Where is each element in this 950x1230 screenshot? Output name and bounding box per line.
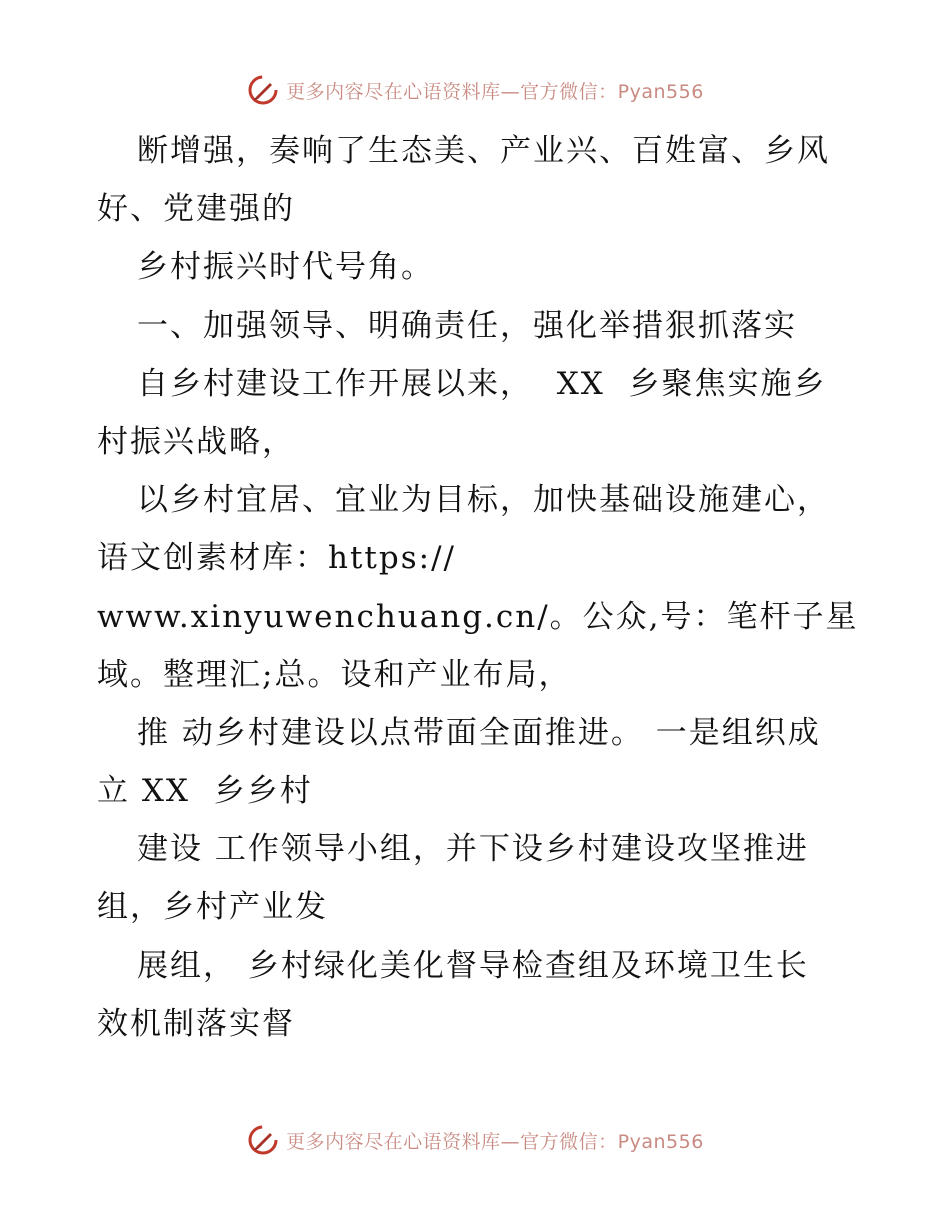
watermark-text: 更多内容尽在心语资料库—官方微信：Pyan556: [286, 1130, 704, 1153]
text-line: 乡村振兴时代号角。: [137, 249, 434, 286]
text-line: 好、党建强的: [97, 191, 295, 228]
watermark-text: 更多内容尽在心语资料库—官方微信：Pyan556: [286, 80, 704, 103]
footer-watermark: [0, 1120, 950, 1160]
text-line: 立 XX 乡乡村: [97, 773, 313, 810]
text-line: 展组， 乡村绿化美化督导检查组及环境卫生长: [137, 947, 809, 984]
text-line: 建设 工作领导小组，并下设乡村建设攻坚推进: [137, 831, 809, 868]
text-line: 组，乡村产业发: [97, 889, 328, 926]
text-line: 断增强，奏响了生态美、产业兴、百姓富、乡风: [137, 133, 830, 169]
swirl-pen-logo-icon: [246, 73, 280, 107]
text-line: 以乡村宜居、宜业为目标，加快基础设施建心，: [137, 482, 830, 519]
text-line: 效机制落实督: [97, 1005, 295, 1042]
swirl-pen-logo-icon: [246, 1123, 280, 1157]
text-line: 域。整理汇;总。设和产业布局，: [97, 656, 572, 693]
text-line: 推 动乡村建设以点带面全面推进。 一是组织成: [137, 714, 821, 751]
text-line: 语文创素材库：https://: [97, 540, 456, 577]
text-line: 自乡村建设工作开展以来， XX 乡聚焦实施乡: [137, 365, 827, 402]
document-body: [97, 122, 867, 1053]
header-watermark: [0, 70, 950, 110]
text-line: 一、加强领导、明确责任，强化举措狠抓落实: [137, 307, 797, 344]
text-line: www.xinyuwenchuang.cn/。公众,号：笔杆子星: [97, 598, 859, 635]
text-line: 村振兴战略，: [97, 423, 295, 460]
